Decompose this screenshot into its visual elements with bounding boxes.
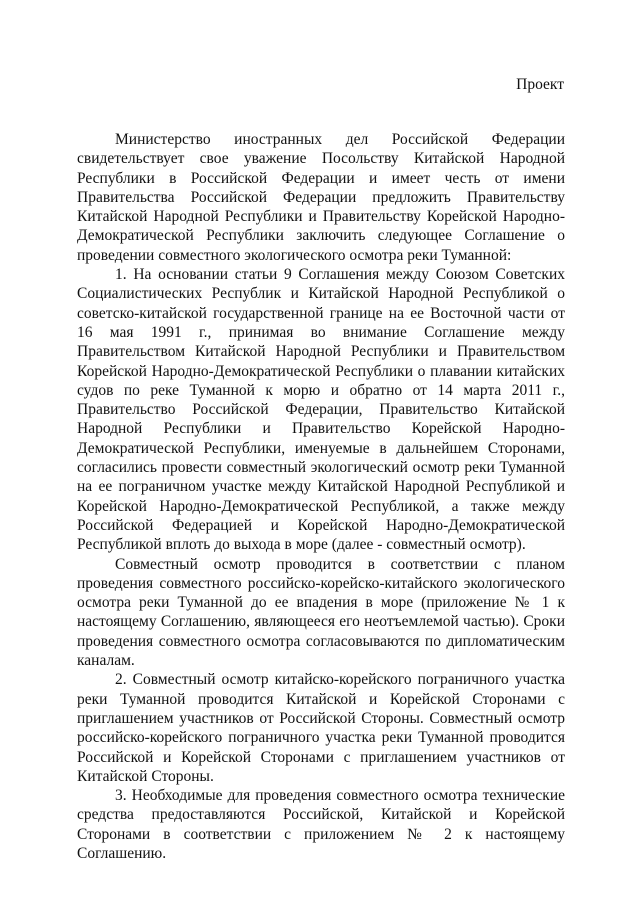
paragraph-article-3: 3. Необходимые для проведения совместного осмотра технические средства предоставляются Российской, Китайской и Корейской Сторонами в соответствии с приложением № 2 к настоящему Соглашению. [77,787,565,862]
paragraph-article-1-plan: Совместный осмотр проводится в соответствии с планом проведения совместного российско-корейско-китайского экологического осмотра реки Туманной до ее впадения в море (приложение № 1 к настоящему Соглашению, являющееся его неотъемлемой частью). Сроки проведения совместного осмотра согласовываются по дипломатическим каналам. [77,555,565,670]
paragraph-intro: Министерство иностранных дел Российской Федерации свидетельствует свое уважение Посольству Китайской Народной Республики в Российской Федерации и имеет честь от имени Правительства Российской Федерации предложить Правительству Китайской Народной Республики и Правительству Корейской Народно-Демократической Республики заключить следующее Соглашение о проведении совместного экологического осмотра реки Туманной: [77,131,565,264]
document-body [77,130,565,863]
paragraph-article-2: 2. Совместный осмотр китайско-корейского пограничного участка реки Туманной проводится Китайской и Корейской Сторонами с приглашением участников от Российской Стороны. Совместный осмотр российско-корейского пограничного участка реки Туманной проводится Российской и Корейской Сторонами с приглашением участников от Китайской Стороны. [77,671,565,785]
draft-label: Проект [516,76,564,93]
paragraph-article-1: 1. На основании статьи 9 Соглашения между Союзом Советских Социалистических Республик и Китайской Народной Республикой о советско-китайской государственной границе на ее Восточной части от 16 мая 1991 г., принимая во внимание Соглашение между Правительством Китайской Народной Республики и Правительством Корейской Народно-Демократической Республики о плавании китайских судов по реке Туманной к морю и обратно от 14 марта 2011 г., Правительство Российской Федерации, Правительство Китайской Народной Республики и Правительство Корейской Народно-Демократической Республики, именуемые в дальнейшем Сторонами, согласились провести совместный экологический осмотр реки Туманной на ее пограничном участке между Китайской Народной Республикой и Корейской Народно-Демократической Республикой, а также между Российской Федерацией и Корейской Народно-Демократической Республикой вплоть до выхода в море (далее - совместный осмотр). [77,266,565,554]
